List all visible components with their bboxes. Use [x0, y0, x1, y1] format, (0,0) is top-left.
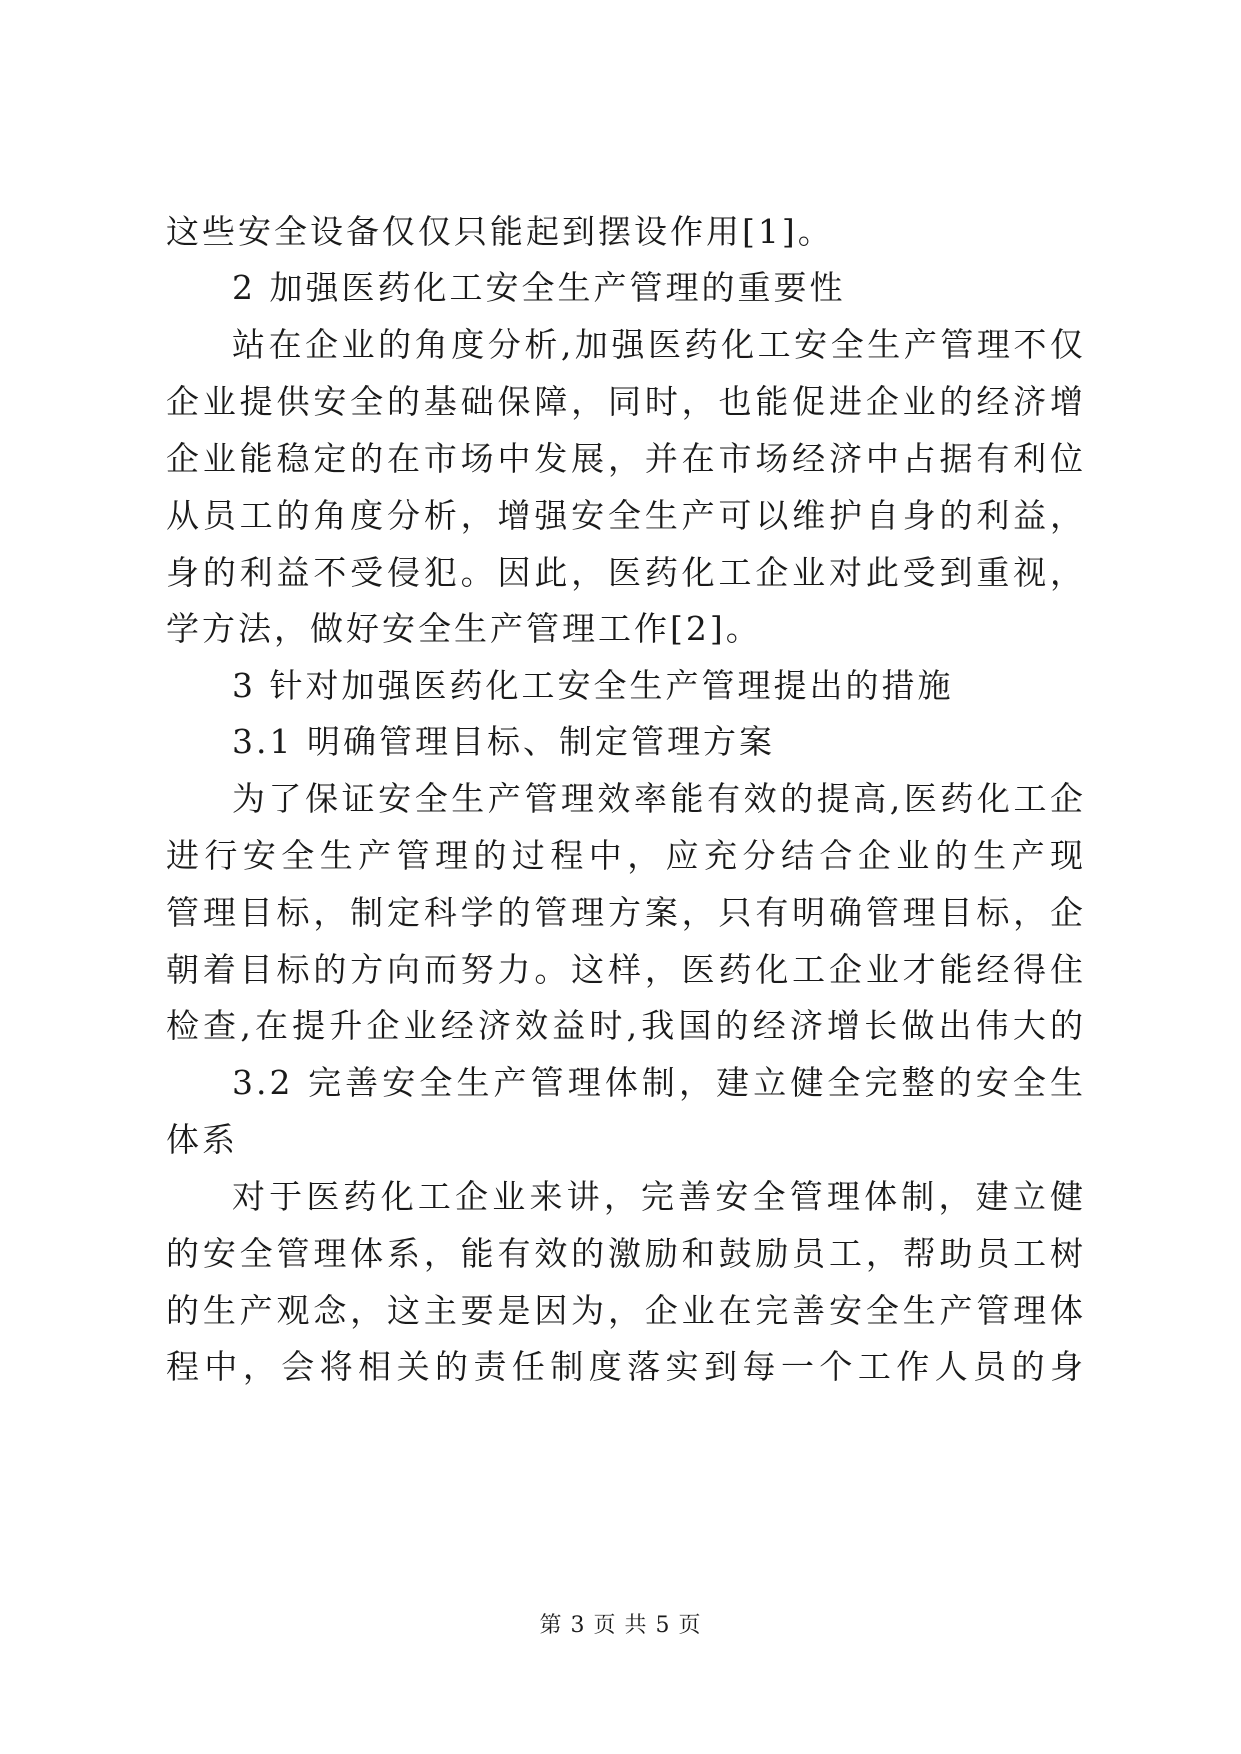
text-line: 检查,在提升企业经济效益时,我国的经济增长做出伟大的	[166, 1006, 1086, 1045]
text-line: 这些安全设备仅仅只能起到摆设作用[1]。	[166, 212, 834, 251]
subsection-heading: 3.2 完善安全生产管理体制，建立健全完整的安全生	[232, 1063, 1086, 1102]
text-line: 身的利益不受侵犯。因此，医药化工企业对此受到重视，	[166, 553, 1086, 592]
text-line: 的生产观念，这主要是因为，企业在完善安全生产管理体	[166, 1291, 1086, 1330]
text-line: 程中，会将相关的责任制度落实到每一个工作人员的身	[166, 1347, 1086, 1386]
text-line: 进行安全生产管理的过程中，应充分结合企业的生产现	[166, 836, 1086, 875]
text-line: 企业能稳定的在市场中发展，并在市场经济中占据有利位	[166, 439, 1086, 478]
text-line: 管理目标，制定科学的管理方案，只有明确管理目标，企	[166, 893, 1086, 932]
page-footer: 第 3 页 共 5 页	[539, 1613, 702, 1638]
text-line: 学方法，做好安全生产管理工作[2]。	[166, 609, 762, 648]
text-line: 为了保证安全生产管理效率能有效的提高,医药化工企	[232, 779, 1086, 818]
text-line: 从员工的角度分析，增强安全生产可以维护自身的利益，	[166, 496, 1086, 535]
text-line: 朝着目标的方向而努力。这样，医药化工企业才能经得住	[166, 950, 1086, 989]
section-heading: 2 加强医药化工安全生产管理的重要性	[232, 268, 846, 307]
section-heading: 3 针对加强医药化工安全生产管理提出的措施	[232, 666, 954, 705]
subsection-heading-continued: 体系	[166, 1120, 238, 1159]
text-line: 站在企业的角度分析,加强医药化工安全生产管理不仅	[232, 325, 1086, 364]
subsection-heading: 3.1 明确管理目标、制定管理方案	[232, 722, 775, 761]
text-line: 的安全管理体系，能有效的激励和鼓励员工，帮助员工树	[166, 1234, 1086, 1273]
text-line: 对于医药化工企业来讲，完善安全管理体制，建立健	[232, 1177, 1086, 1216]
text-line: 企业提供安全的基础保障，同时，也能促进企业的经济增	[166, 382, 1086, 421]
